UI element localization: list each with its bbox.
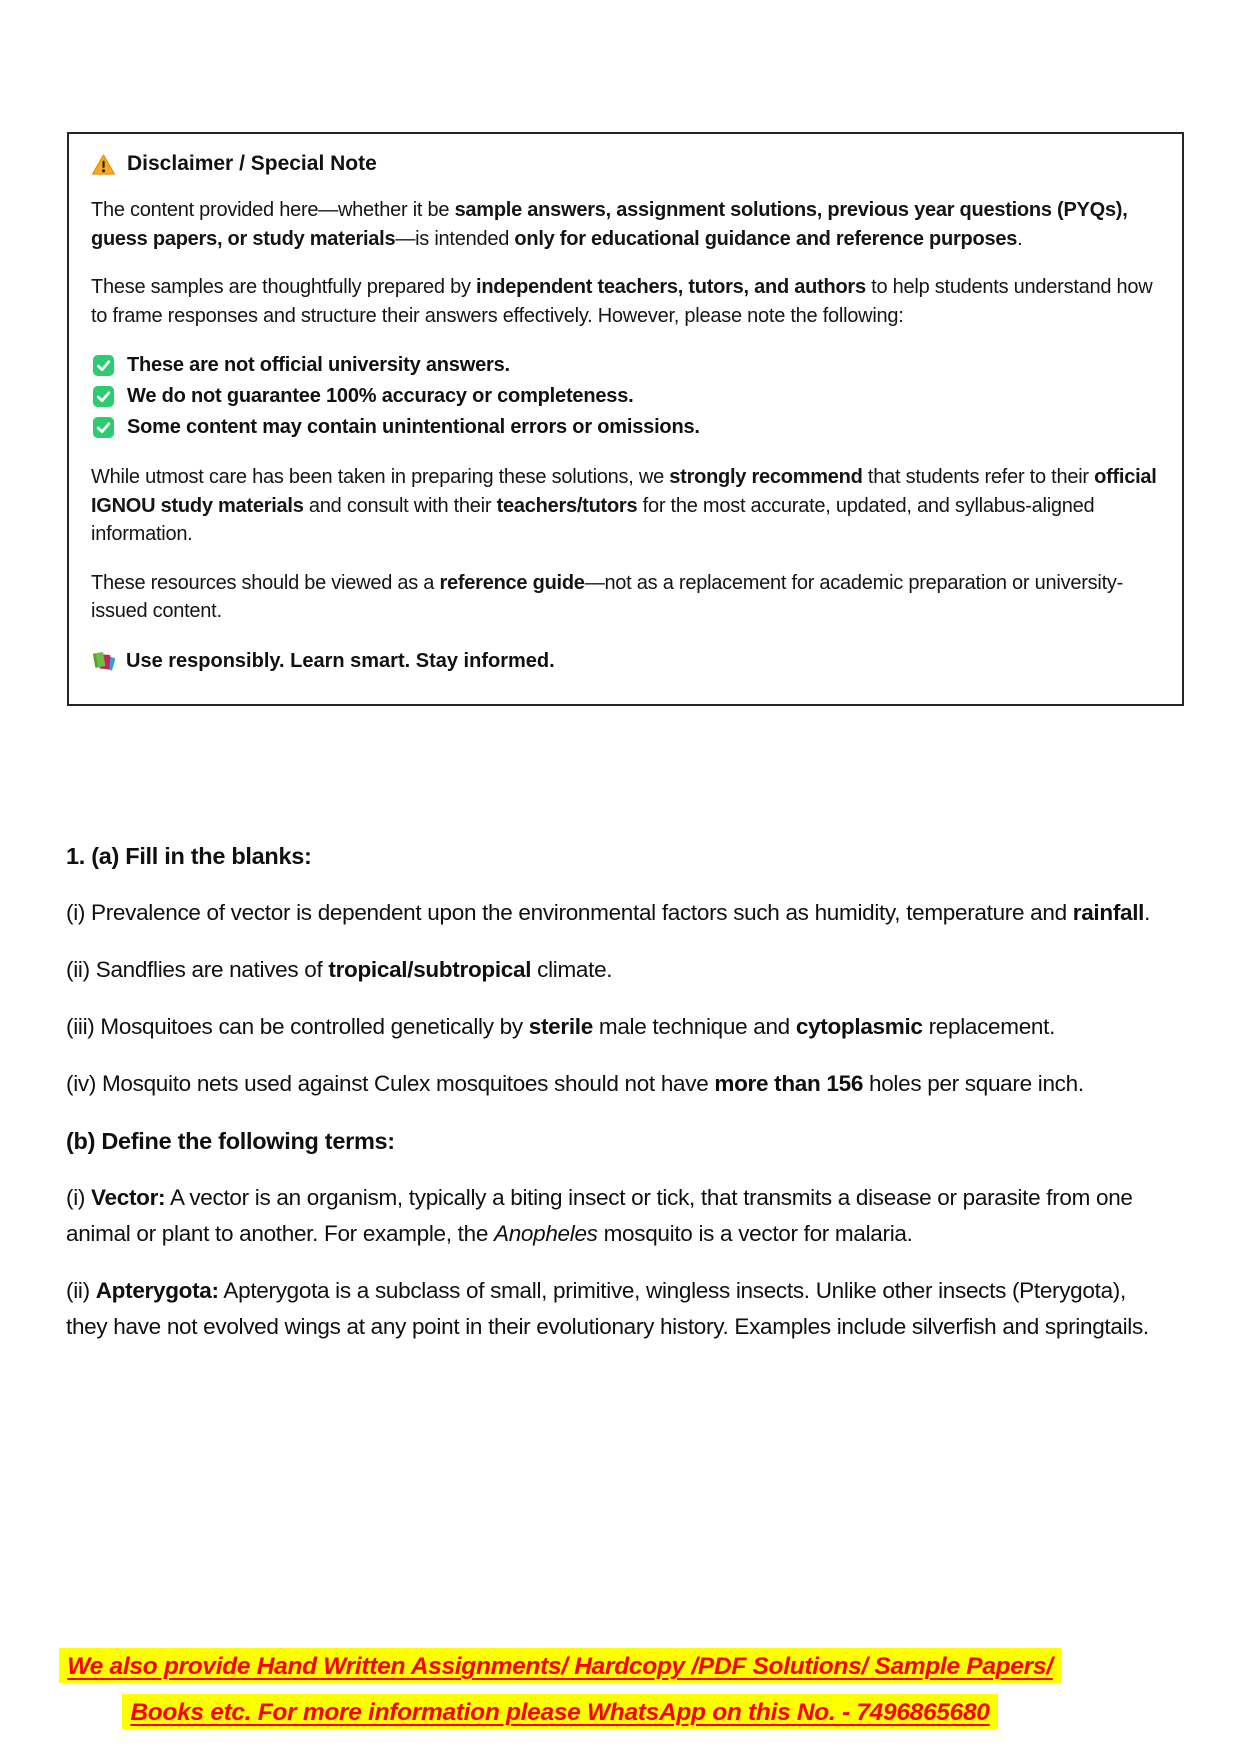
- text-run: Anopheles: [494, 1221, 598, 1246]
- text-run: teachers/tutors: [496, 494, 638, 517]
- text-run: more than 156: [714, 1071, 864, 1096]
- answer-content: [66, 838, 1158, 1366]
- promo-line: [0, 1645, 1120, 1691]
- text-run: independent teachers, tutors, and authors: [476, 276, 866, 298]
- text-run: (i): [66, 1185, 92, 1210]
- answer-paragraph: [66, 1273, 1158, 1345]
- text-run: and consult with their: [303, 494, 497, 517]
- text-run: Apterygota:: [95, 1278, 219, 1303]
- disclaimer-paragraph: [91, 463, 1158, 549]
- checklist-item-label: We do not guarantee 100% accuracy or completeness.: [127, 385, 634, 407]
- promo-line: [0, 1691, 1120, 1737]
- text-run: for the most accurate, updated, and syllabus-aligned information.: [91, 494, 1095, 545]
- text-run: .: [1144, 900, 1151, 925]
- answer-paragraph: [66, 1009, 1158, 1045]
- text-run: male technique and: [592, 1014, 796, 1039]
- question-heading: [66, 1123, 1158, 1159]
- disclaimer-note: Use responsibly. Learn smart. Stay informed.: [126, 649, 555, 672]
- text-run: .: [1017, 227, 1023, 250]
- text-run: that students refer to their: [862, 466, 1095, 488]
- text-run: to help students understand how to frame responses and structure their answers effectively. However, please note the following:: [91, 276, 1153, 327]
- text-run: A vector is an organism, typically a biting insect or tick, that transmits a disease or parasite from one animal or plant to another. For example, the: [66, 1185, 1133, 1246]
- text-run: The content provided here—whether it be: [91, 199, 455, 221]
- disclaimer-paragraphs-after: [91, 463, 1158, 626]
- disclaimer-title-row: [91, 152, 1158, 176]
- text-run: Vector:: [91, 1185, 166, 1210]
- checklist-item: [93, 412, 1158, 443]
- text-run: cytoplasmic: [795, 1014, 923, 1039]
- text-run: sterile: [528, 1014, 593, 1039]
- text-run: —not as a replacement for academic preparation or university-issued content.: [91, 571, 1124, 622]
- text-run: strongly recommend: [669, 466, 863, 488]
- disclaimer-box: [67, 132, 1184, 706]
- text-run: (b) Define the following terms:: [66, 1128, 395, 1154]
- disclaimer-paragraph: [91, 196, 1158, 253]
- warning-icon: [91, 153, 116, 176]
- text-run: only for educational guidance and reference purposes: [514, 227, 1018, 250]
- answer-paragraph: [66, 952, 1158, 988]
- disclaimer-note-row: [91, 650, 1158, 673]
- text-run: —is intended: [395, 227, 515, 250]
- disclaimer-checklist: [93, 350, 1158, 443]
- check-icon: [93, 355, 114, 376]
- answer-paragraph: [66, 1180, 1158, 1252]
- text-run: rainfall: [1072, 900, 1145, 925]
- text-run: tropical/subtropical: [328, 957, 532, 982]
- checklist-item: [93, 350, 1158, 381]
- text-run: While utmost care has been taken in preparing these solutions, we: [91, 466, 670, 488]
- text-run: (i) Prevalence of vector is dependent upon the environmental factors such as humidity, temperature and: [66, 900, 1073, 925]
- text-run: replacement.: [922, 1014, 1056, 1039]
- text-run: (ii): [66, 1278, 96, 1303]
- text-run: Apterygota is a subclass of small, primitive, wingless insects. Unlike other insects (Pterygota), they have not evolved wings at any point in their evolutionary history. Examples include silverfish and springtails.: [66, 1278, 1149, 1339]
- checklist-item: [93, 381, 1158, 412]
- check-icon: [93, 417, 114, 438]
- answer-paragraph: [66, 1066, 1158, 1102]
- text-run: (ii) Sandflies are natives of: [66, 957, 329, 982]
- question-heading: [66, 838, 1158, 874]
- books-icon: [91, 650, 115, 673]
- disclaimer-paragraph: [91, 569, 1158, 626]
- promo-line-text: Books etc. For more information please WhatsApp on this No. - 7496865680: [122, 1694, 997, 1729]
- text-run: (iii) Mosquitoes can be controlled genetically by: [66, 1014, 529, 1039]
- disclaimer-title: Disclaimer / Special Note: [127, 152, 377, 175]
- text-run: mosquito is a vector for malaria.: [597, 1221, 913, 1246]
- text-run: holes per square inch.: [863, 1071, 1084, 1096]
- text-run: These samples are thoughtfully prepared by: [91, 276, 477, 298]
- text-run: climate.: [531, 957, 613, 982]
- disclaimer-paragraph: [91, 273, 1158, 330]
- answer-paragraph: [66, 895, 1158, 931]
- text-run: official IGNOU study materials: [91, 466, 1157, 517]
- text-run: 1. (a) Fill in the blanks:: [66, 843, 312, 869]
- text-run: (iv) Mosquito nets used against Culex mosquitoes should not have: [66, 1071, 715, 1096]
- promo-line-text: We also provide Hand Written Assignments/ Hardcopy /PDF Solutions/ Sample Papers/: [59, 1648, 1060, 1683]
- checklist-item-label: These are not official university answers.: [127, 354, 510, 376]
- text-run: sample answers, assignment solutions, previous year questions (PYQs), guess papers, or study materials: [91, 199, 1128, 250]
- checklist-item-label: Some content may contain unintentional errors or omissions.: [127, 416, 700, 438]
- text-run: reference guide: [439, 571, 585, 594]
- disclaimer-paragraphs: [91, 196, 1158, 330]
- text-run: These resources should be viewed as a: [91, 571, 440, 594]
- promo-footer: [0, 1645, 1120, 1737]
- check-icon: [93, 386, 114, 407]
